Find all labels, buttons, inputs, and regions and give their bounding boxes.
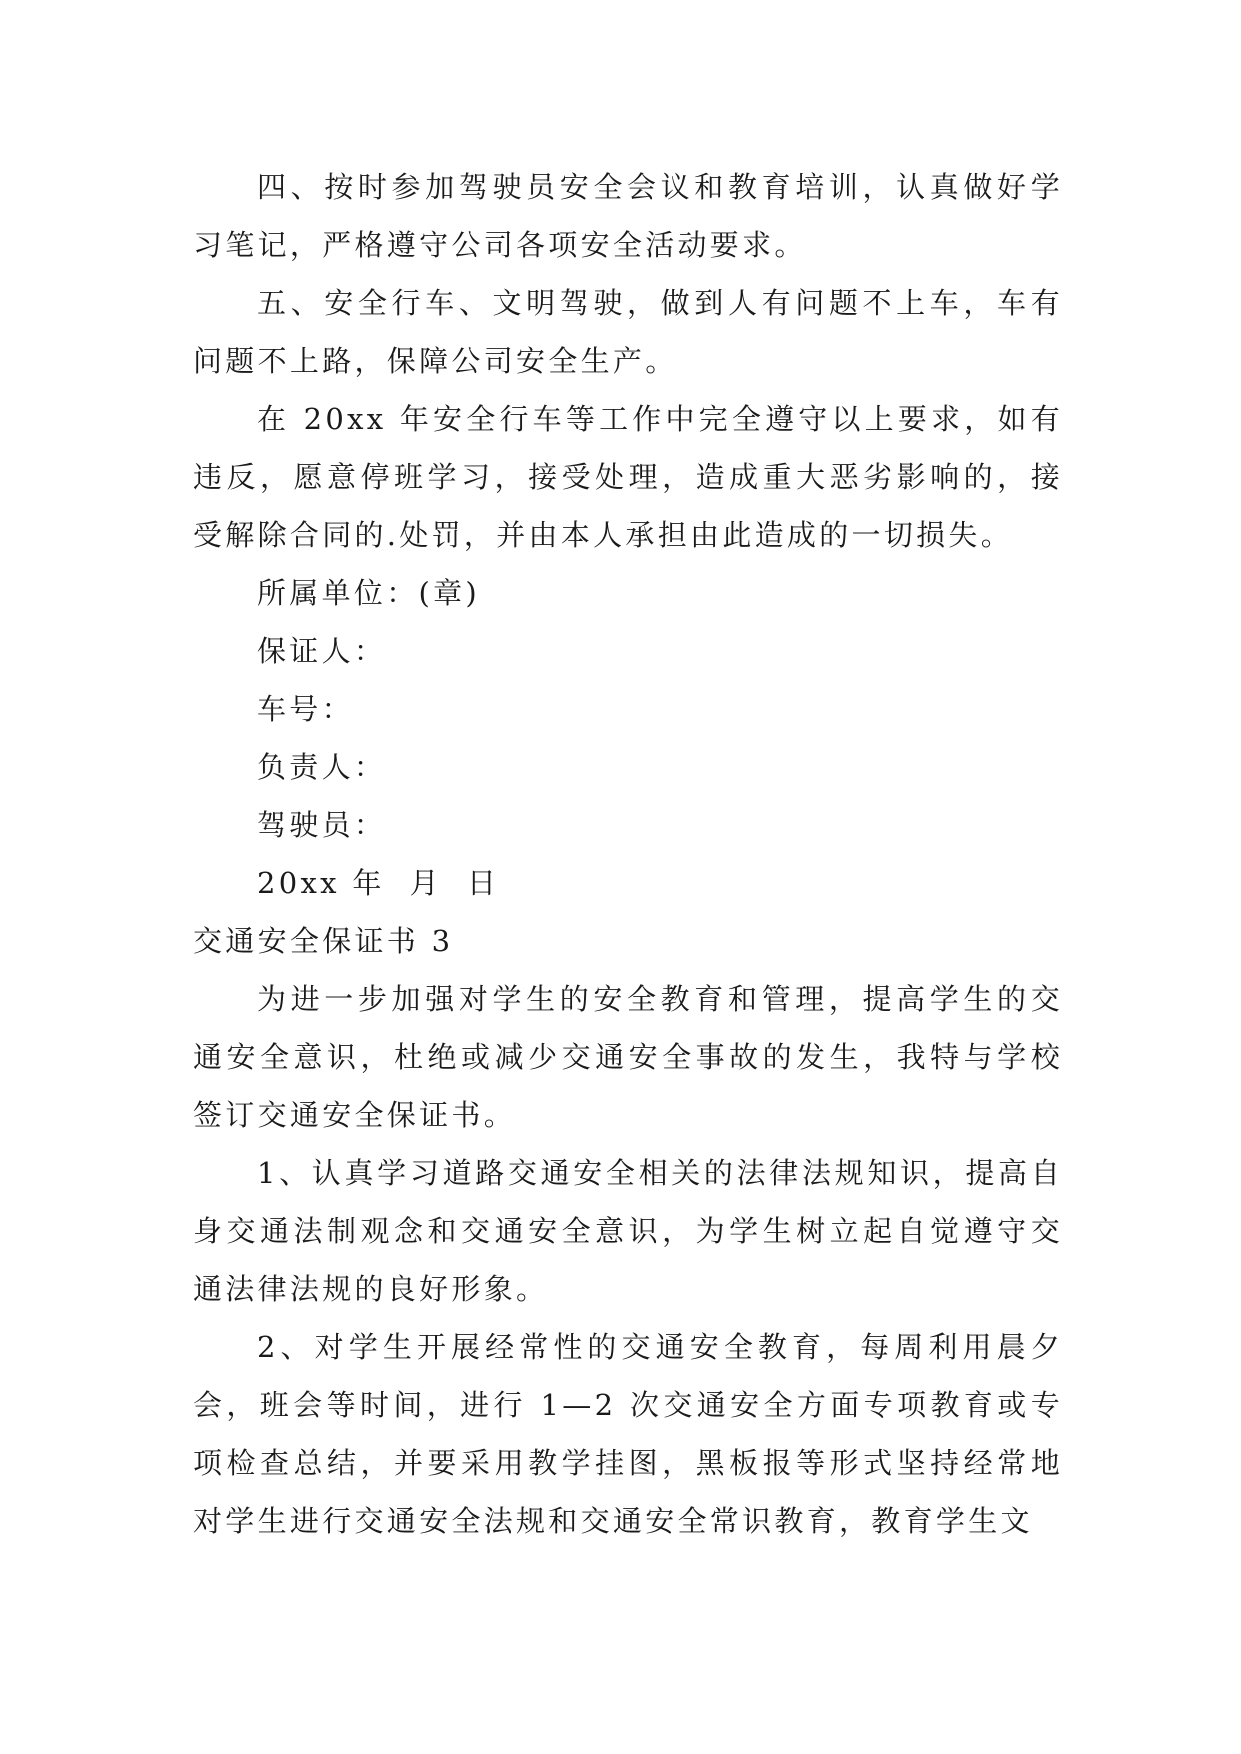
date-line: 20xx 年 月 日: [257, 866, 500, 900]
paragraph-item-1: 1、认真学习道路交通安全相关的法律法规知识，提高自身交通法制观念和交通安全意识，为学生树立起自觉遵守交通法律法规的良好形象。: [193, 1156, 1063, 1306]
field-unit: 所属单位：(章): [257, 576, 481, 610]
field-car-number: 车号：: [257, 692, 354, 726]
paragraph-item-four: 四、按时参加驾驶员安全会议和教育培训，认真做好学习笔记，严格遵守公司各项安全活动要求。: [193, 170, 1063, 262]
field-responsible: 负责人：: [257, 750, 387, 784]
field-driver: 驾驶员：: [257, 808, 387, 842]
paragraph-item-five: 五、安全行车、文明驾驶，做到人有问题不上车，车有问题不上路，保障公司安全生产。: [193, 286, 1063, 378]
paragraph-item-2: 2、对学生开展经常性的交通安全教育，每周利用晨夕会，班会等时间，进行 1—2 次交通安全方面专项教育或专项检查总结，并要采用教学挂图，黑板报等形式坚持经常地对学生进行交通安全法规和交通安全常识教育，教育学生文: [193, 1330, 1063, 1538]
paragraph-commitment: 在 20xx 年安全行车等工作中完全遵守以上要求，如有违反，愿意停班学习，接受处理，造成重大恶劣影响的，接受解除合同的.处罚，并由本人承担由此造成的一切损失。: [193, 402, 1063, 552]
field-guarantor: 保证人：: [257, 634, 387, 668]
paragraph-intro: 为进一步加强对学生的安全教育和管理，提高学生的交通安全意识，杜绝或减少交通安全事故的发生，我特与学校签订交通安全保证书。: [193, 982, 1063, 1132]
section-title: 交通安全保证书 3: [193, 924, 454, 958]
document-body: [193, 158, 1063, 1550]
